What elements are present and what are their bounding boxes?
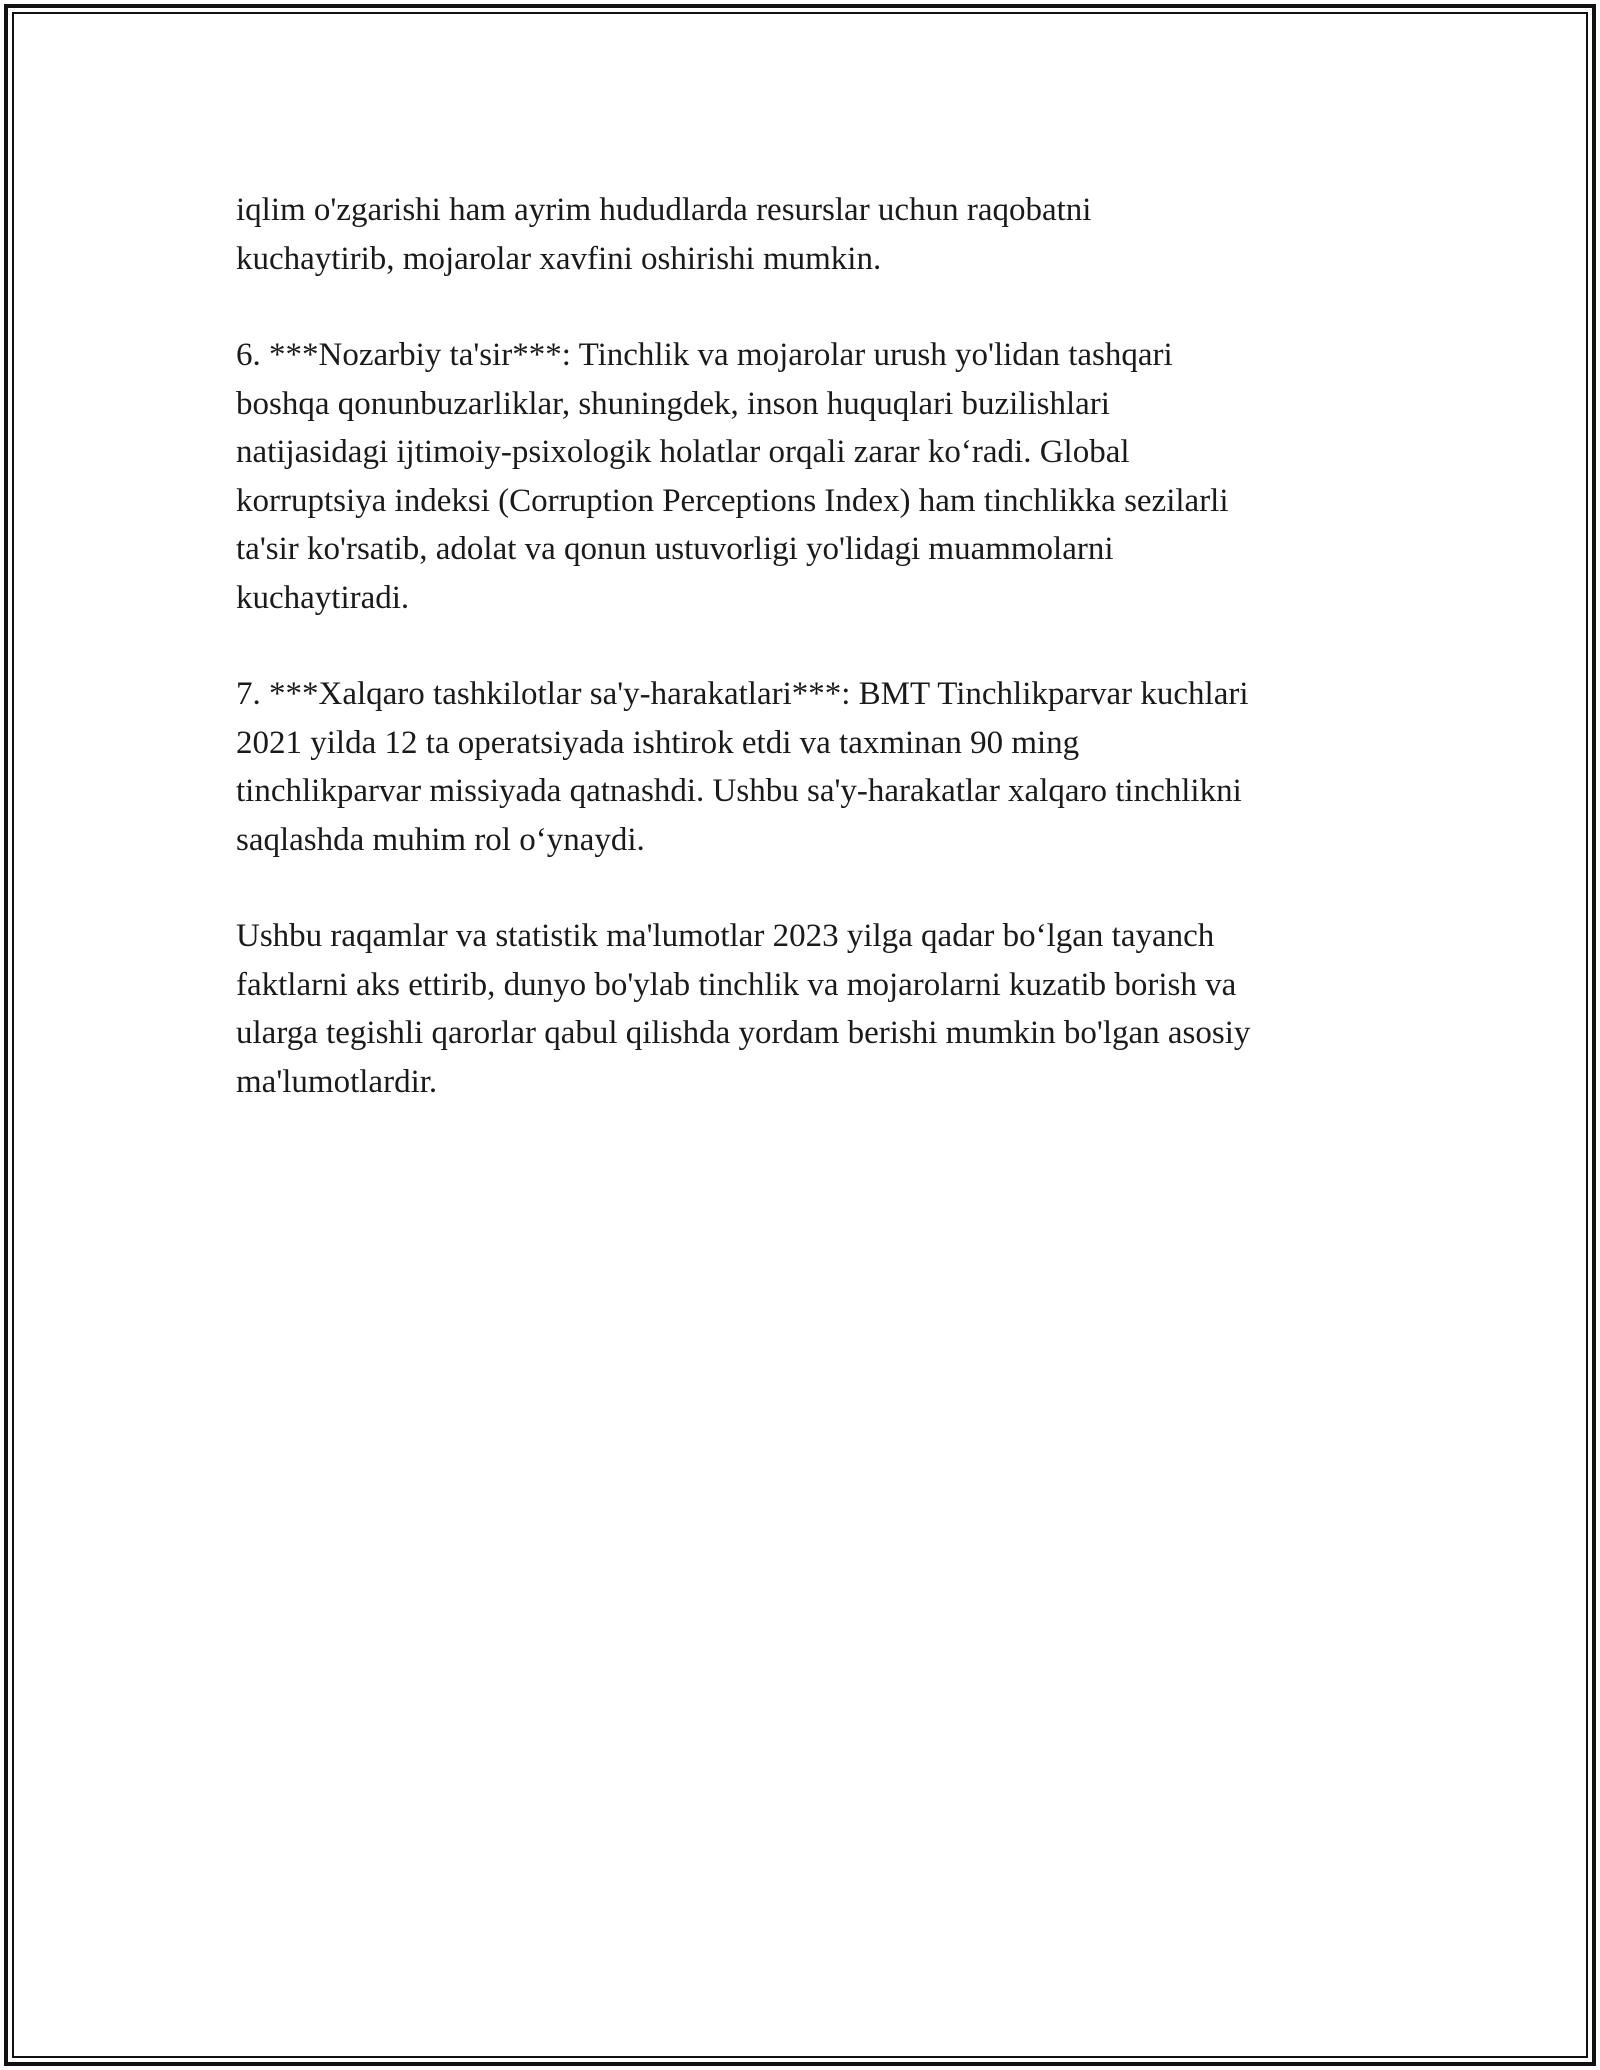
text-line: Ushbu raqamlar va statistik ma'lumotlar 2023 yilga qadar bo‘lgan tayanch — [236, 918, 1215, 954]
paragraph-item-7 — [236, 670, 1376, 864]
text-line: boshqa qonunbuzarliklar, shuningdek, inson huquqlari buzilishlari — [236, 385, 1110, 422]
text-line: ta'sir ko'rsatib, adolat va qonun ustuvorligi yo'lidagi muammolarni — [236, 531, 1114, 567]
text-line: saqlashda muhim rol o‘ynaydi. — [236, 821, 645, 858]
text-line: 6. ***Nozarbiy ta'sir***: Tinchlik va mojarolar urush yo'lidan tashqari — [236, 337, 1173, 373]
text-line: natijasidagi ijtimoiy-psixologik holatlar orqali zarar ko‘radi. Global — [236, 434, 1130, 470]
text-line: tinchlikparvar missiyada qatnashdi. Ushbu sa'y-harakatlar xalqaro tinchlikni — [236, 773, 1242, 809]
text-line: korruptsiya indeksi (Corruption Perceptions Index) ham tinchlikka sezilarli — [236, 482, 1229, 519]
paragraph-conclusion — [236, 912, 1376, 1106]
text-line: ularga tegishli qarorlar qabul qilishda yordam berishi mumkin bo'lgan asosiy — [236, 1015, 1251, 1051]
text-line: 2021 yilda 12 ta operatsiyada ishtirok etdi va taxminan 90 ming — [236, 724, 1080, 761]
paragraph-item-6 — [236, 331, 1376, 622]
text-line: ma'lumotlardir. — [236, 1063, 438, 1100]
document-body — [236, 186, 1376, 1154]
text-line: faktlarni aks ettirib, dunyo bo'ylab tinchlik va mojarolarni kuzatib borish va — [236, 966, 1237, 1003]
paragraph-climate-continuation — [236, 186, 1376, 283]
text-line: kuchaytirib, mojarolar xavfini oshirishi mumkin. — [236, 240, 882, 277]
text-line: 7. ***Xalqaro tashkilotlar sa'y-harakatlari***: BMT Tinchlikparvar kuchlari — [236, 676, 1249, 712]
text-line: kuchaytiradi. — [236, 579, 410, 616]
text-line: iqlim o'zgarishi ham ayrim hududlarda resurslar uchun raqobatni — [236, 192, 1092, 228]
